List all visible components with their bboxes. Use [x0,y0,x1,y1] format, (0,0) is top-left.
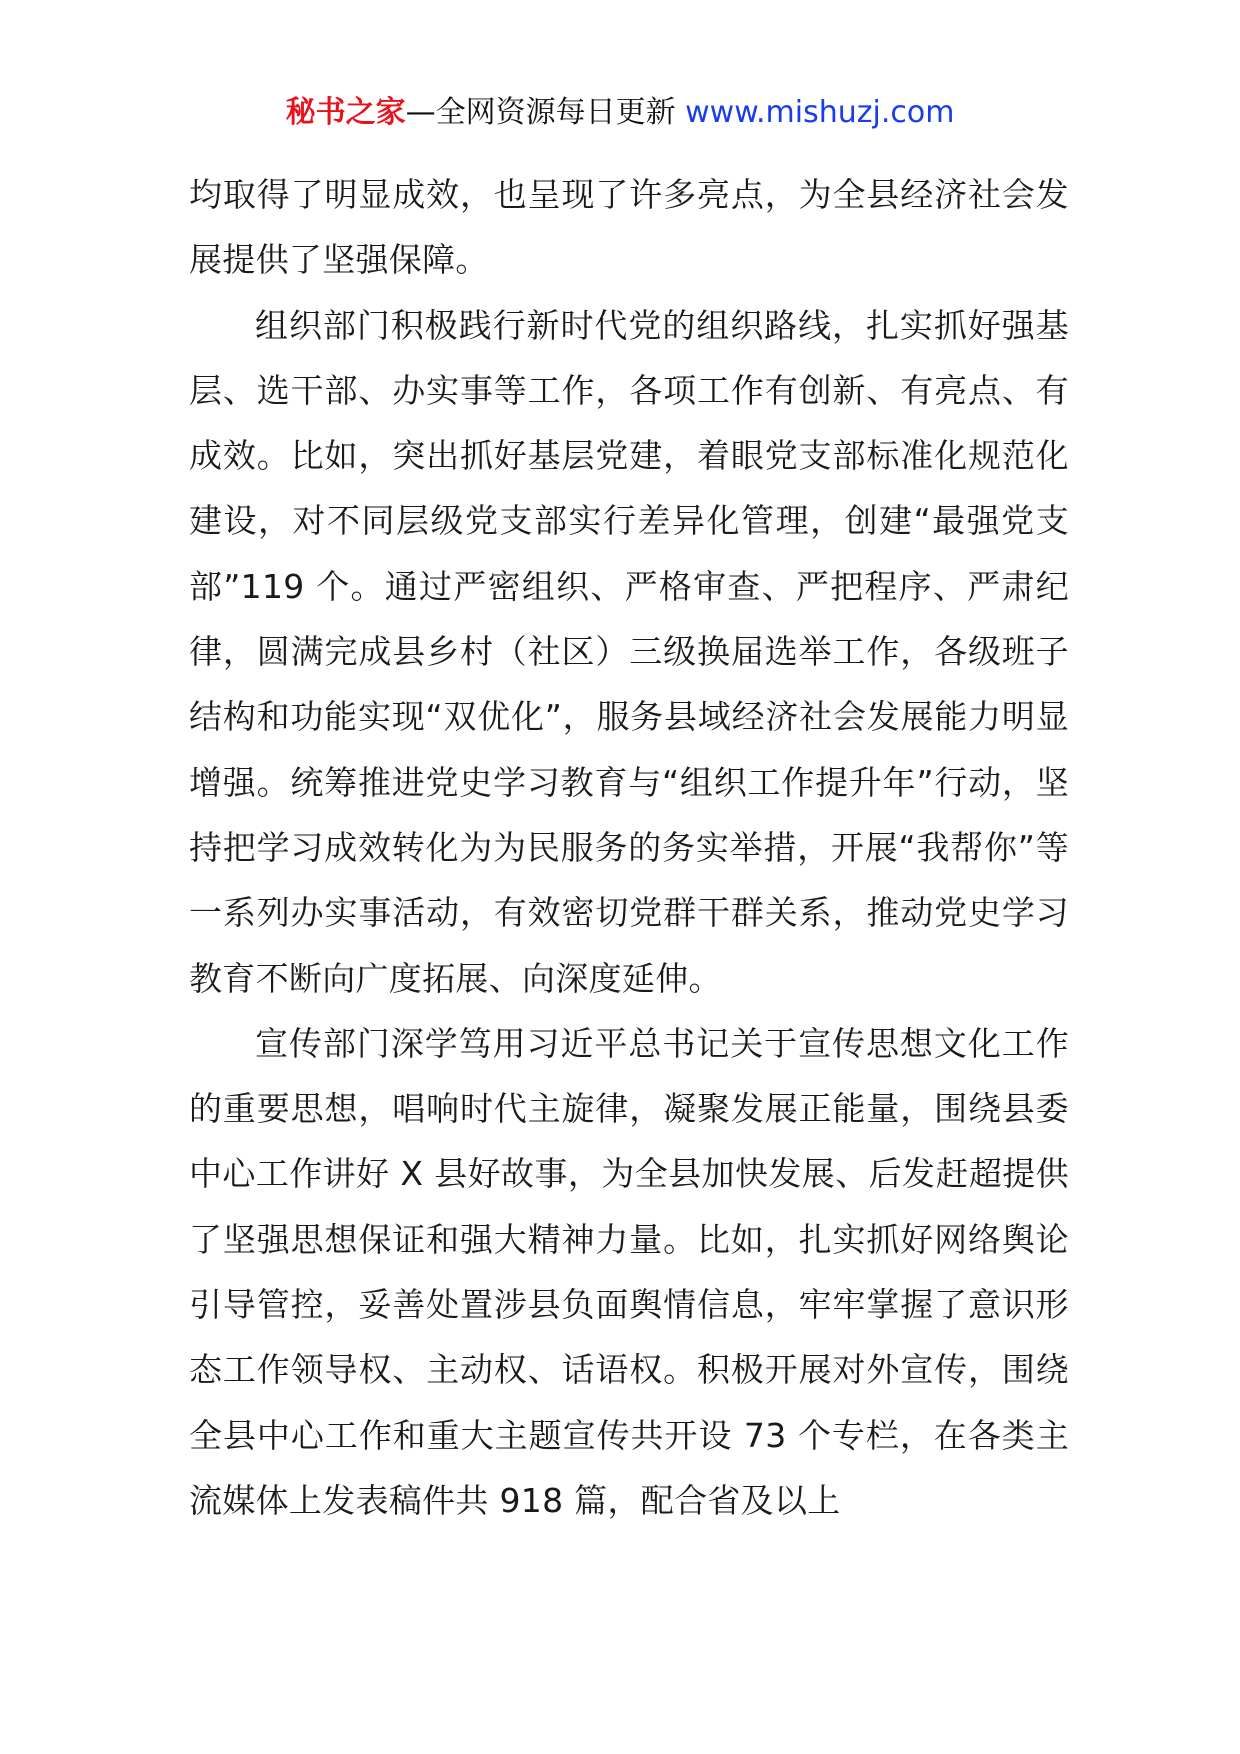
paragraph-continuation: 均取得了明显成效，也呈现了许多亮点，为全县经济社会发展提供了坚强保障。 [189,175,1069,280]
site-brand: 秘书之家 [285,95,406,130]
page-header [0,92,1240,134]
document-body [189,162,1069,1533]
site-url-link[interactable]: www.mishuzj.com [685,95,955,130]
paragraph-publicity-dept: 宣传部门深学笃用习近平总书记关于宣传思想文化工作的重要思想，唱响时代主旋律，凝聚发展正能量，围绕县委中心工作讲好 X 县好故事，为全县加快发展、后发赶超提供了坚强思想保证和强大精神力量。比如，扎实抓好网络舆论引导管控，妥善处置涉县负面舆情信息，牢牢掌握了意识形态工作领导权、主动权、话语权。积极开展对外宣传，围绕全县中心工作和重大主题宣传共开设 73 个专栏，在各类主流媒体上发表稿件共 918 篇，配合省及以上 [189,1023,1069,1520]
site-slogan: —全网资源每日更新 [405,95,676,130]
paragraph-organization-dept: 组织部门积极践行新时代党的组织路线，扎实抓好强基层、选干部、办实事等工作，各项工作有创新、有亮点、有成效。比如，突出抓好基层党建，着眼党支部标准化规范化建设，对不同层级党支部实行差异化管理，创建“最强党支部”119 个。通过严密组织、严格审查、严把程序、严肃纪律，圆满完成县乡村（社区）三级换届选举工作，各级班子结构和功能实现“双优化”，服务县域经济社会发展能力明显增强。统筹推进党史学习教育与“组织工作提升年”行动，坚持把学习成效转化为为民服务的务实举措，开展“我帮你”等一系列办实事活动，有效密切党群干群关系，推动党史学习教育不断向广度拓展、向深度延伸。 [189,305,1069,998]
